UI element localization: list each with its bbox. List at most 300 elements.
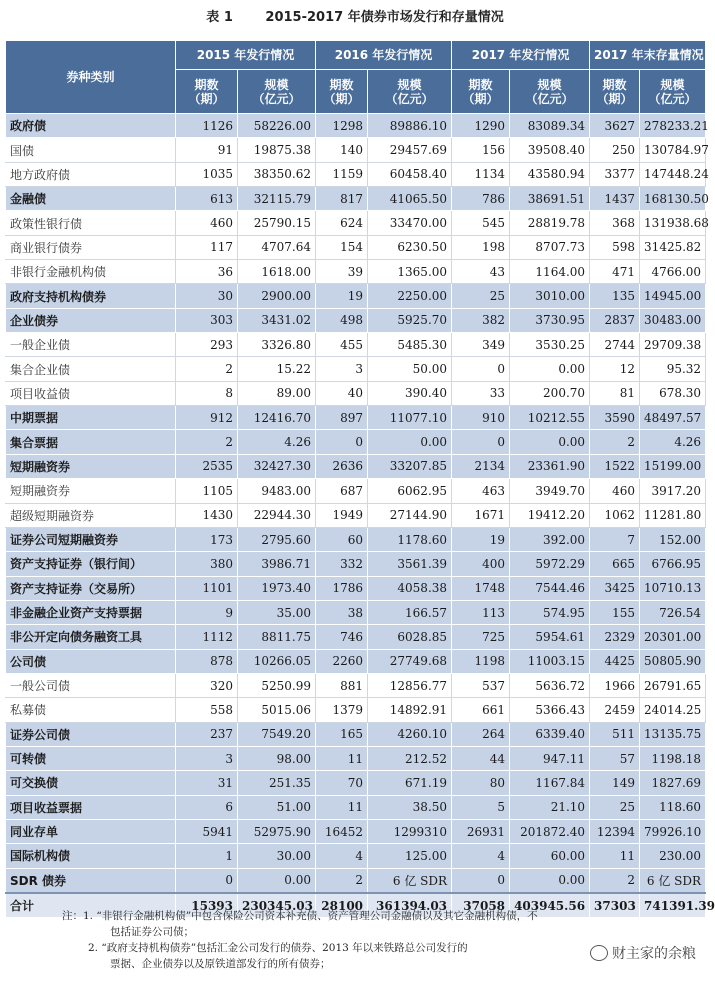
table-title (0, 6, 710, 25)
cell-count-2017: 0 (452, 868, 510, 893)
cell-size-2015: 251.35 (238, 771, 316, 795)
table-row (6, 844, 706, 868)
cell-size-2015: 4707.64 (238, 235, 316, 259)
note-line: 注：1. “非银行金融机构债”中包含保险公司资本补充债、资产管理公司金融债以及其它金融机构债，不 (62, 910, 538, 922)
cell-size-2016: 33207.85 (368, 454, 452, 478)
cell-size-2017: 83089.34 (510, 114, 590, 138)
cell-count-2016: 817 (316, 187, 368, 211)
count-header: 期数 （期） (590, 70, 640, 114)
table-row (6, 722, 706, 746)
cell-category: 资产支持证券（银行间） (6, 552, 176, 576)
cell-size-2016: 5925.70 (368, 308, 452, 332)
category-header: 券种类别 (6, 41, 176, 114)
cell-size-2017: 19412.20 (510, 503, 590, 527)
table-row (6, 430, 706, 454)
cell-category: 可转债 (6, 746, 176, 770)
cell-count-2016: 11 (316, 795, 368, 819)
cell-size-2016: 50.00 (368, 357, 452, 381)
cell-size-2016: 1365.00 (368, 260, 452, 284)
cell-category: 非公开定向债务融资工具 (6, 625, 176, 649)
cell-size-2016: 29457.69 (368, 138, 452, 162)
cell-size-2017: 23361.90 (510, 454, 590, 478)
cell-size-2016: 125.00 (368, 844, 452, 868)
cell-count-stock: 460 (590, 479, 640, 503)
size-header: 规模 （亿元） (238, 70, 316, 114)
cell-count-2015: 1126 (176, 114, 238, 138)
cell-size-stock: 118.60 (640, 795, 706, 819)
cell-count-2016: 0 (316, 430, 368, 454)
cell-count-2015: 30 (176, 284, 238, 308)
cell-count-stock: 2 (590, 868, 640, 893)
cell-count-2015: 878 (176, 649, 238, 673)
cell-size-2015: 58226.00 (238, 114, 316, 138)
cell-count-2015: 558 (176, 698, 238, 722)
cell-count-2017: 382 (452, 308, 510, 332)
cell-count-2017: 725 (452, 625, 510, 649)
cell-size-2015: 3431.02 (238, 308, 316, 332)
cell-size-2015: 52975.90 (238, 819, 316, 843)
cell-count-2015: 613 (176, 187, 238, 211)
count-header: 期数 （期） (316, 70, 368, 114)
cell-category: 非银行金融机构债 (6, 260, 176, 284)
cell-count-stock: 149 (590, 771, 640, 795)
cell-size-2016: 6 亿 SDR (368, 868, 452, 893)
cell-category: 商业银行债券 (6, 235, 176, 259)
cell-count-2016: 1949 (316, 503, 368, 527)
cell-count-stock: 81 (590, 381, 640, 405)
table-row (6, 406, 706, 430)
cell-count-stock: 665 (590, 552, 640, 576)
cell-size-2017: 3949.70 (510, 479, 590, 503)
cell-count-2016: 2636 (316, 454, 368, 478)
cell-size-2017: 5954.61 (510, 625, 590, 649)
cell-count-2015: 1035 (176, 162, 238, 186)
cell-count-2016: 1786 (316, 576, 368, 600)
cell-size-2016: 60458.40 (368, 162, 452, 186)
cell-size-2016: 4058.38 (368, 576, 452, 600)
table-row (6, 649, 706, 673)
cell-count-stock: 2 (590, 430, 640, 454)
cell-size-2015: 25790.15 (238, 211, 316, 235)
cell-size-stock: 15199.00 (640, 454, 706, 478)
cell-count-2015: 6 (176, 795, 238, 819)
cell-size-stock: 4.26 (640, 430, 706, 454)
cell-count-2016: 746 (316, 625, 368, 649)
table-row (6, 527, 706, 551)
cell-size-stock: 147448.24 (640, 162, 706, 186)
cell-size-stock: 741391.39 (640, 893, 706, 918)
cell-size-stock: 95.32 (640, 357, 706, 381)
table-row (6, 162, 706, 186)
cell-count-2017: 1290 (452, 114, 510, 138)
cell-size-2017: 1167.84 (510, 771, 590, 795)
cell-category: 金融债 (6, 187, 176, 211)
table-row (6, 868, 706, 893)
cell-size-stock: 24014.25 (640, 698, 706, 722)
cell-count-2017: 198 (452, 235, 510, 259)
cell-count-2015: 293 (176, 333, 238, 357)
cell-count-2016: 687 (316, 479, 368, 503)
cell-size-2017: 3010.00 (510, 284, 590, 308)
cell-size-2017: 38691.51 (510, 187, 590, 211)
cell-size-stock: 10710.13 (640, 576, 706, 600)
cell-count-2017: 264 (452, 722, 510, 746)
cell-size-stock: 230.00 (640, 844, 706, 868)
count-header: 期数 （期） (176, 70, 238, 114)
cell-size-2017: 5972.29 (510, 552, 590, 576)
cell-count-2015: 1112 (176, 625, 238, 649)
cell-count-2017: 786 (452, 187, 510, 211)
cell-size-2015: 1618.00 (238, 260, 316, 284)
table-row (6, 503, 706, 527)
table-row (6, 260, 706, 284)
cell-size-2015: 2795.60 (238, 527, 316, 551)
cell-count-2016: 1379 (316, 698, 368, 722)
cell-count-stock: 1062 (590, 503, 640, 527)
cell-size-stock: 6 亿 SDR (640, 868, 706, 893)
cell-size-2017: 0.00 (510, 868, 590, 893)
cell-count-2015: 0 (176, 868, 238, 893)
cell-count-2017: 19 (452, 527, 510, 551)
cell-size-2016: 3561.39 (368, 552, 452, 576)
cell-category: 短期融资券 (6, 479, 176, 503)
cell-size-2015: 10266.05 (238, 649, 316, 673)
cell-size-2016: 4260.10 (368, 722, 452, 746)
cell-count-2015: 303 (176, 308, 238, 332)
cell-size-2017: 21.10 (510, 795, 590, 819)
table-row (6, 333, 706, 357)
cell-count-2016: 38 (316, 600, 368, 624)
cell-size-2017: 28819.78 (510, 211, 590, 235)
cell-count-2017: 400 (452, 552, 510, 576)
cell-size-2015: 3326.80 (238, 333, 316, 357)
cell-count-2015: 237 (176, 722, 238, 746)
cell-size-2016: 33470.00 (368, 211, 452, 235)
table-row (6, 211, 706, 235)
table-row (6, 479, 706, 503)
cell-count-2017: 156 (452, 138, 510, 162)
cell-category: 集合票据 (6, 430, 176, 454)
table-row (6, 795, 706, 819)
cell-size-stock: 13135.75 (640, 722, 706, 746)
cell-category: 一般企业债 (6, 333, 176, 357)
cell-category: 可交换债 (6, 771, 176, 795)
cell-count-stock: 3377 (590, 162, 640, 186)
cell-count-stock: 1522 (590, 454, 640, 478)
cell-category: 政府债 (6, 114, 176, 138)
cell-count-2016: 2 (316, 868, 368, 893)
cell-count-2015: 31 (176, 771, 238, 795)
cell-category: 合计 (6, 893, 176, 918)
cell-count-2016: 624 (316, 211, 368, 235)
cell-size-stock: 3917.20 (640, 479, 706, 503)
cell-count-stock: 511 (590, 722, 640, 746)
cell-category: 中期票据 (6, 406, 176, 430)
count-header: 期数 （期） (452, 70, 510, 114)
cell-count-2016: 165 (316, 722, 368, 746)
size-header: 规模 （亿元） (640, 70, 706, 114)
cell-size-stock: 29709.38 (640, 333, 706, 357)
cell-count-2016: 154 (316, 235, 368, 259)
table-row (6, 576, 706, 600)
cell-size-2016: 14892.91 (368, 698, 452, 722)
table-number: 表 1 (206, 10, 233, 25)
cell-count-2017: 43 (452, 260, 510, 284)
group-header-2017-stock: 2017 年末存量情况 (590, 41, 706, 70)
table-row (6, 284, 706, 308)
cell-count-2016: 19 (316, 284, 368, 308)
cell-count-2015: 8 (176, 381, 238, 405)
cell-count-2016: 498 (316, 308, 368, 332)
cell-size-2015: 8811.75 (238, 625, 316, 649)
cell-count-stock: 1966 (590, 673, 640, 697)
note-line: 2. “政府支持机构债券”包括汇金公司发行的债券、2013 年以来铁路总公司发行的 (88, 942, 468, 954)
cell-size-2016: 1299310 (368, 819, 452, 843)
cell-size-2015: 0.00 (238, 868, 316, 893)
cell-count-stock: 11 (590, 844, 640, 868)
wechat-icon (590, 945, 608, 961)
table-row (6, 114, 706, 138)
cell-count-2017: 25 (452, 284, 510, 308)
cell-category: 项目收益票据 (6, 795, 176, 819)
cell-size-2017: 11003.15 (510, 649, 590, 673)
cell-size-2015: 35.00 (238, 600, 316, 624)
cell-size-2015: 12416.70 (238, 406, 316, 430)
cell-count-2015: 2 (176, 357, 238, 381)
cell-size-stock: 14945.00 (640, 284, 706, 308)
table-row (6, 138, 706, 162)
cell-size-stock: 48497.57 (640, 406, 706, 430)
cell-count-2017: 1671 (452, 503, 510, 527)
cell-size-2017: 60.00 (510, 844, 590, 868)
cell-count-2015: 1101 (176, 576, 238, 600)
cell-count-stock: 368 (590, 211, 640, 235)
cell-size-stock: 11281.80 (640, 503, 706, 527)
cell-count-2017: 1748 (452, 576, 510, 600)
cell-count-2015: 173 (176, 527, 238, 551)
cell-count-2017: 2134 (452, 454, 510, 478)
cell-category: 一般公司债 (6, 673, 176, 697)
size-header: 规模 （亿元） (368, 70, 452, 114)
cell-count-2017: 349 (452, 333, 510, 357)
cell-count-2015: 1 (176, 844, 238, 868)
cell-count-2015: 912 (176, 406, 238, 430)
cell-size-2016: 12856.77 (368, 673, 452, 697)
table-title-text: 2015-2017 年债券市场发行和存量情况 (265, 10, 504, 25)
table-row (6, 600, 706, 624)
cell-count-stock: 598 (590, 235, 640, 259)
cell-count-2016: 3 (316, 357, 368, 381)
cell-size-2015: 5015.06 (238, 698, 316, 722)
cell-size-stock: 50805.90 (640, 649, 706, 673)
cell-size-stock: 1827.69 (640, 771, 706, 795)
cell-size-2017: 392.00 (510, 527, 590, 551)
group-header-2015: 2015 年发行情况 (176, 41, 316, 70)
cell-count-stock: 2744 (590, 333, 640, 357)
cell-size-2016: 6062.95 (368, 479, 452, 503)
cell-size-2016: 27749.68 (368, 649, 452, 673)
cell-size-2015: 7549.20 (238, 722, 316, 746)
cell-size-2016: 671.19 (368, 771, 452, 795)
table-row (6, 746, 706, 770)
cell-count-2017: 537 (452, 673, 510, 697)
cell-category: 证券公司债 (6, 722, 176, 746)
cell-count-2016: 28100 (316, 893, 368, 918)
cell-size-stock: 726.54 (640, 600, 706, 624)
cell-count-2016: 1159 (316, 162, 368, 186)
cell-size-stock: 30483.00 (640, 308, 706, 332)
cell-count-stock: 37303 (590, 893, 640, 918)
cell-size-2017: 1164.00 (510, 260, 590, 284)
cell-category: 政策性银行债 (6, 211, 176, 235)
cell-size-2015: 32115.79 (238, 187, 316, 211)
cell-count-2017: 80 (452, 771, 510, 795)
cell-size-stock: 168130.50 (640, 187, 706, 211)
cell-count-stock: 2837 (590, 308, 640, 332)
cell-count-2016: 455 (316, 333, 368, 357)
cell-size-2016: 2250.00 (368, 284, 452, 308)
cell-size-stock: 678.30 (640, 381, 706, 405)
cell-count-2015: 91 (176, 138, 238, 162)
cell-category: 国际机构债 (6, 844, 176, 868)
cell-size-2017: 403945.56 (510, 893, 590, 918)
cell-count-2016: 2260 (316, 649, 368, 673)
cell-size-2015: 30.00 (238, 844, 316, 868)
cell-category: SDR 债券 (6, 868, 176, 893)
cell-category: 证券公司短期融资券 (6, 527, 176, 551)
cell-count-2015: 1430 (176, 503, 238, 527)
cell-count-2016: 16452 (316, 819, 368, 843)
cell-count-2017: 4 (452, 844, 510, 868)
cell-category: 公司债 (6, 649, 176, 673)
cell-size-stock: 1198.18 (640, 746, 706, 770)
cell-size-2015: 1973.40 (238, 576, 316, 600)
cell-size-2016: 89886.10 (368, 114, 452, 138)
cell-count-2017: 1134 (452, 162, 510, 186)
cell-count-2017: 113 (452, 600, 510, 624)
table-body (6, 114, 715, 918)
cell-size-2016: 41065.50 (368, 187, 452, 211)
cell-count-2015: 5941 (176, 819, 238, 843)
cell-category: 政府支持机构债券 (6, 284, 176, 308)
cell-category: 非金融企业资产支持票据 (6, 600, 176, 624)
cell-count-stock: 57 (590, 746, 640, 770)
cell-size-2015: 2900.00 (238, 284, 316, 308)
cell-count-2015: 9 (176, 600, 238, 624)
cell-size-2017: 947.11 (510, 746, 590, 770)
cell-size-2015: 230345.03 (238, 893, 316, 918)
cell-count-stock: 4425 (590, 649, 640, 673)
note-line: 包括证券公司债； (110, 926, 194, 938)
cell-category: 地方政府债 (6, 162, 176, 186)
cell-count-stock: 7 (590, 527, 640, 551)
table-notes (62, 908, 682, 972)
cell-size-2017: 201872.40 (510, 819, 590, 843)
cell-count-2016: 40 (316, 381, 368, 405)
cell-size-2016: 38.50 (368, 795, 452, 819)
cell-count-2016: 60 (316, 527, 368, 551)
cell-size-2016: 212.52 (368, 746, 452, 770)
table-row (6, 187, 706, 211)
table-row (6, 698, 706, 722)
cell-count-2016: 39 (316, 260, 368, 284)
cell-count-2015: 2535 (176, 454, 238, 478)
cell-count-2016: 1298 (316, 114, 368, 138)
cell-count-2016: 897 (316, 406, 368, 430)
cell-size-2016: 166.57 (368, 600, 452, 624)
cell-size-2017: 200.70 (510, 381, 590, 405)
table-row (6, 819, 706, 843)
cell-count-2017: 37058 (452, 893, 510, 918)
cell-count-stock: 3627 (590, 114, 640, 138)
cell-size-2015: 4.26 (238, 430, 316, 454)
cell-size-stock: 152.00 (640, 527, 706, 551)
cell-size-2017: 5366.43 (510, 698, 590, 722)
cell-size-stock: 130784.97 (640, 138, 706, 162)
cell-size-2017: 43580.94 (510, 162, 590, 186)
size-header: 规模 （亿元） (510, 70, 590, 114)
cell-size-2016: 5485.30 (368, 333, 452, 357)
cell-count-stock: 1437 (590, 187, 640, 211)
cell-size-stock: 79926.10 (640, 819, 706, 843)
cell-size-stock: 20301.00 (640, 625, 706, 649)
note-line: 票据、企业债券以及原铁道部发行的所有债券； (110, 958, 331, 970)
cell-size-2017: 10212.55 (510, 406, 590, 430)
cell-count-2017: 33 (452, 381, 510, 405)
cell-size-2015: 51.00 (238, 795, 316, 819)
cell-size-stock: 4766.00 (640, 260, 706, 284)
cell-size-2015: 89.00 (238, 381, 316, 405)
cell-size-2016: 6230.50 (368, 235, 452, 259)
cell-category: 集合企业债 (6, 357, 176, 381)
table-row (6, 673, 706, 697)
cell-count-stock: 3425 (590, 576, 640, 600)
cell-count-2016: 332 (316, 552, 368, 576)
watermark (590, 943, 696, 963)
cell-size-2015: 38350.62 (238, 162, 316, 186)
cell-category: 资产支持证券（交易所） (6, 576, 176, 600)
cell-count-stock: 25 (590, 795, 640, 819)
cell-count-2017: 26931 (452, 819, 510, 843)
cell-count-2016: 140 (316, 138, 368, 162)
cell-count-2015: 2 (176, 430, 238, 454)
cell-size-2017: 6339.40 (510, 722, 590, 746)
cell-category: 项目收益债 (6, 381, 176, 405)
cell-count-2017: 0 (452, 357, 510, 381)
table-row (6, 771, 706, 795)
cell-count-stock: 135 (590, 284, 640, 308)
cell-count-2017: 545 (452, 211, 510, 235)
cell-count-2015: 1105 (176, 479, 238, 503)
cell-count-2017: 910 (452, 406, 510, 430)
table-row (6, 235, 706, 259)
watermark-text: 财主家的余粮 (612, 946, 696, 962)
cell-count-stock: 250 (590, 138, 640, 162)
table-row (6, 625, 706, 649)
cell-category: 同业存单 (6, 819, 176, 843)
group-header-2016: 2016 年发行情况 (316, 41, 452, 70)
table-row (6, 308, 706, 332)
cell-count-stock: 12 (590, 357, 640, 381)
cell-size-2016: 361394.03 (368, 893, 452, 918)
cell-count-2016: 70 (316, 771, 368, 795)
cell-size-stock: 131938.68 (640, 211, 706, 235)
cell-size-stock: 6766.95 (640, 552, 706, 576)
cell-size-2017: 3730.95 (510, 308, 590, 332)
cell-count-stock: 155 (590, 600, 640, 624)
table-row (6, 381, 706, 405)
cell-size-2016: 27144.90 (368, 503, 452, 527)
